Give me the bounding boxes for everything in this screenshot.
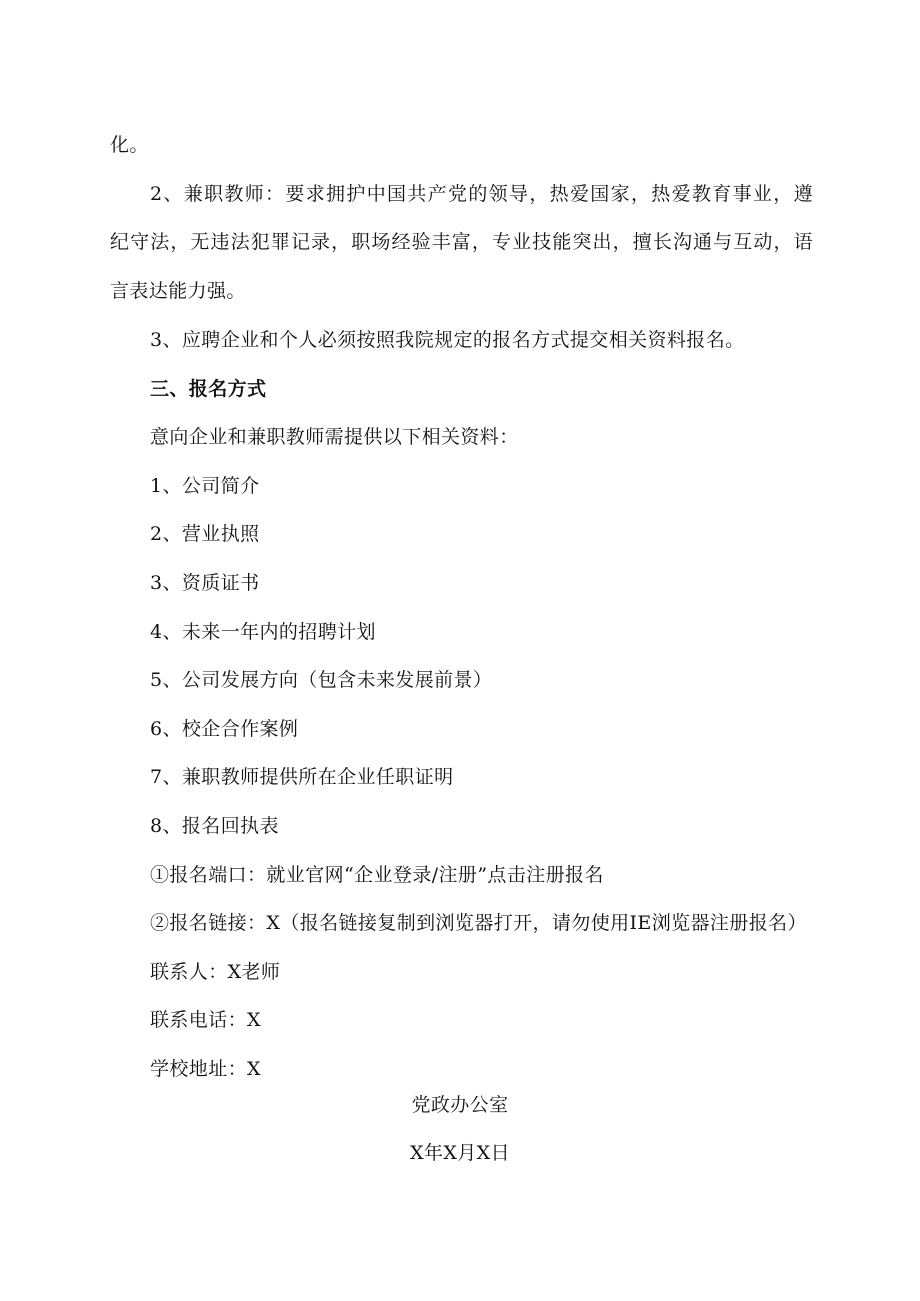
section-heading-registration-method: 三、报名方式	[150, 378, 267, 400]
contact-person: 联系人：X老师	[150, 961, 281, 983]
material-item: 8、报名回执表	[150, 815, 279, 837]
school-address: 学校地址：X	[150, 1058, 261, 1080]
material-item: 1、公司简介	[150, 475, 260, 497]
material-item: 5、公司发展方向（包含未来发展前景）	[150, 669, 493, 691]
requirement-application-note: 3、应聘企业和个人必须按照我院规定的报名方式提交相关资料报名。	[150, 329, 745, 351]
requirement-part-time-teacher-line2: 纪守法，无违法犯罪记录，职场经验丰富，专业技能突出，擅长沟通与互动，语	[110, 231, 813, 253]
material-item: 4、未来一年内的招聘计划	[150, 621, 376, 643]
registration-portal: ①报名端口：就业官网“企业登录/注册”点击注册报名	[150, 864, 604, 886]
requirement-part-time-teacher-line3: 言表达能力强。	[110, 280, 246, 302]
material-item: 3、资质证书	[150, 572, 260, 594]
continuation-text: 化。	[110, 134, 149, 156]
registration-link: ②报名链接：X（报名链接复制到浏览器打开，请勿使用IE浏览器注册报名）	[150, 912, 807, 934]
signature-date: X年X月X日	[410, 1142, 510, 1164]
material-item: 2、营业执照	[150, 523, 260, 545]
contact-phone: 联系电话：X	[150, 1009, 261, 1031]
material-item: 6、校企合作案例	[150, 718, 299, 740]
material-item: 7、兼职教师提供所在企业任职证明	[150, 766, 454, 788]
materials-intro: 意向企业和兼职教师需提供以下相关资料：	[150, 426, 519, 448]
requirement-part-time-teacher-line1: 2、兼职教师：要求拥护中国共产党的领导，热爱国家，热爱教育事业，遵	[150, 183, 813, 205]
signature-office: 党政办公室	[411, 1094, 509, 1116]
